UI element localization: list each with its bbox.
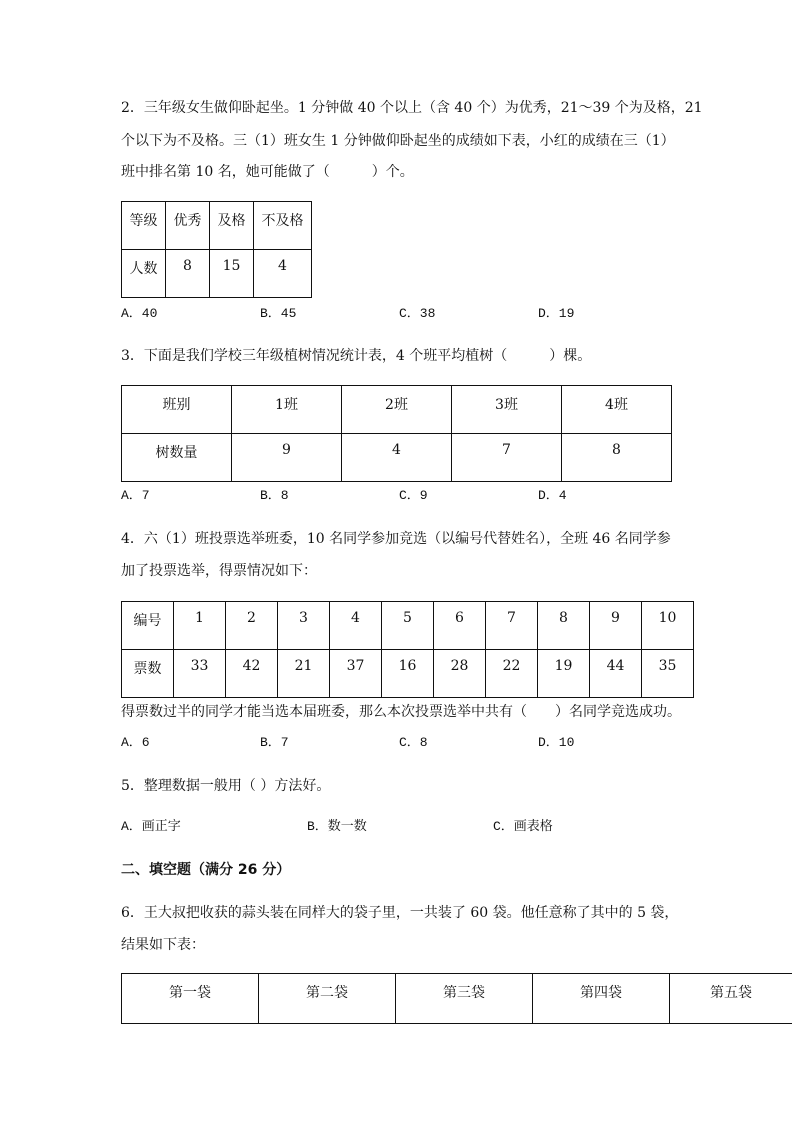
q4-header-cell: 编号 [122, 602, 174, 650]
q4-data-cell: 44 [590, 650, 642, 698]
q2-text-line-3: 班中排名第 10 名，她可能做了（ ）个。 [121, 164, 414, 180]
q4-header-cell: 2 [226, 602, 278, 650]
q4-option-d: D．10 [538, 735, 575, 750]
q3-header-cell: 3班 [452, 386, 562, 434]
q4-header-cell: 5 [382, 602, 434, 650]
q4-header-cell: 8 [538, 602, 590, 650]
q4-data-cell: 22 [486, 650, 538, 698]
q4-header-cell: 1 [174, 602, 226, 650]
q4-after-text: 得票数过半的同学才能当选本届班委，那么本次投票选举中共有（ ）名同学竞选成功。 [121, 704, 681, 720]
q4-header-cell: 6 [434, 602, 486, 650]
q4-option-a: A．6 [121, 735, 150, 750]
q6-header-cell: 第一袋 [122, 974, 259, 1024]
q3-header-cell: 1班 [232, 386, 342, 434]
q3-header-cell: 4班 [562, 386, 672, 434]
q2-data-cell: 8 [166, 250, 210, 298]
q2-text-line-1: 2．三年级女生做仰卧起坐。1 分钟做 40 个以上（含 40 个）为优秀，21～39 个为及格，21 [121, 100, 703, 116]
q2-header-cell: 优秀 [166, 202, 210, 250]
q4-header-cell: 10 [642, 602, 694, 650]
section-2-heading: 二、填空题（满分 26 分） [121, 862, 291, 878]
q2-data-cell: 人数 [122, 250, 166, 298]
q2-header-cell: 不及格 [254, 202, 312, 250]
q5-option-b: B．数一数 [307, 819, 367, 834]
q3-header-cell: 班别 [122, 386, 232, 434]
q4-data-cell: 33 [174, 650, 226, 698]
q5-text-line: 5．整理数据一般用（ ）方法好。 [121, 778, 331, 794]
q4-header-cell: 7 [486, 602, 538, 650]
q4-option-b: B．7 [260, 735, 289, 750]
q4-text-line-1: 4．六（1）班投票选举班委，10 名同学参加竞选（以编号代替姓名），全班 46 名同学参 [121, 531, 671, 547]
q2-data-cell: 4 [254, 250, 312, 298]
q4-data-cell: 票数 [122, 650, 174, 698]
q4-text-line-2: 加了投票选举，得票情况如下： [121, 563, 317, 579]
q3-data-cell: 7 [452, 434, 562, 482]
q4-data-cell: 35 [642, 650, 694, 698]
q2-header-cell: 及格 [210, 202, 254, 250]
q3-header-cell: 2班 [342, 386, 452, 434]
q4-data-cell: 42 [226, 650, 278, 698]
q4-header-cell: 4 [330, 602, 382, 650]
q2-option-c: C．38 [399, 306, 436, 321]
q6-header-cell: 第四袋 [533, 974, 670, 1024]
q2-data-cell: 15 [210, 250, 254, 298]
q6-header-cell: 第二袋 [259, 974, 396, 1024]
q3-option-c: C．9 [399, 488, 428, 503]
q4-data-cell: 37 [330, 650, 382, 698]
q4-option-c: C．8 [399, 735, 428, 750]
q4-data-cell: 19 [538, 650, 590, 698]
q2-header-cell: 等级 [122, 202, 166, 250]
q2-option-d: D．19 [538, 306, 575, 321]
q2-option-b: B．45 [260, 306, 297, 321]
q3-option-a: A．7 [121, 488, 150, 503]
q3-text-line: 3．下面是我们学校三年级植树情况统计表，4 个班平均植树（ ）棵。 [121, 348, 592, 364]
q6-header-cell: 第五袋 [670, 974, 793, 1024]
q4-header-cell: 9 [590, 602, 642, 650]
q3-option-b: B．8 [260, 488, 289, 503]
q3-data-cell: 树数量 [122, 434, 232, 482]
q6-text-line-2: 结果如下表： [121, 937, 205, 953]
q5-option-a: A．画正字 [121, 819, 181, 834]
q3-data-cell: 9 [232, 434, 342, 482]
q5-option-c: C．画表格 [493, 819, 553, 834]
q4-table [121, 601, 694, 698]
q4-data-cell: 21 [278, 650, 330, 698]
q2-text-line-2: 个以下为不及格。三（1）班女生 1 分钟做仰卧起坐的成绩如下表，小红的成绩在三（1） [121, 133, 675, 149]
q3-table [121, 385, 672, 482]
q6-text-line-1: 6．王大叔把收获的蒜头装在同样大的袋子里，一共装了 60 袋。他任意称了其中的 5 袋， [121, 905, 679, 921]
q3-option-d: D．4 [538, 488, 567, 503]
q4-data-cell: 16 [382, 650, 434, 698]
q3-data-cell: 8 [562, 434, 672, 482]
q2-table [121, 201, 312, 298]
q2-option-a: A．40 [121, 306, 158, 321]
q4-data-cell: 28 [434, 650, 486, 698]
q3-data-cell: 4 [342, 434, 452, 482]
q4-header-cell: 3 [278, 602, 330, 650]
q6-table [121, 973, 792, 1024]
q6-header-cell: 第三袋 [396, 974, 533, 1024]
